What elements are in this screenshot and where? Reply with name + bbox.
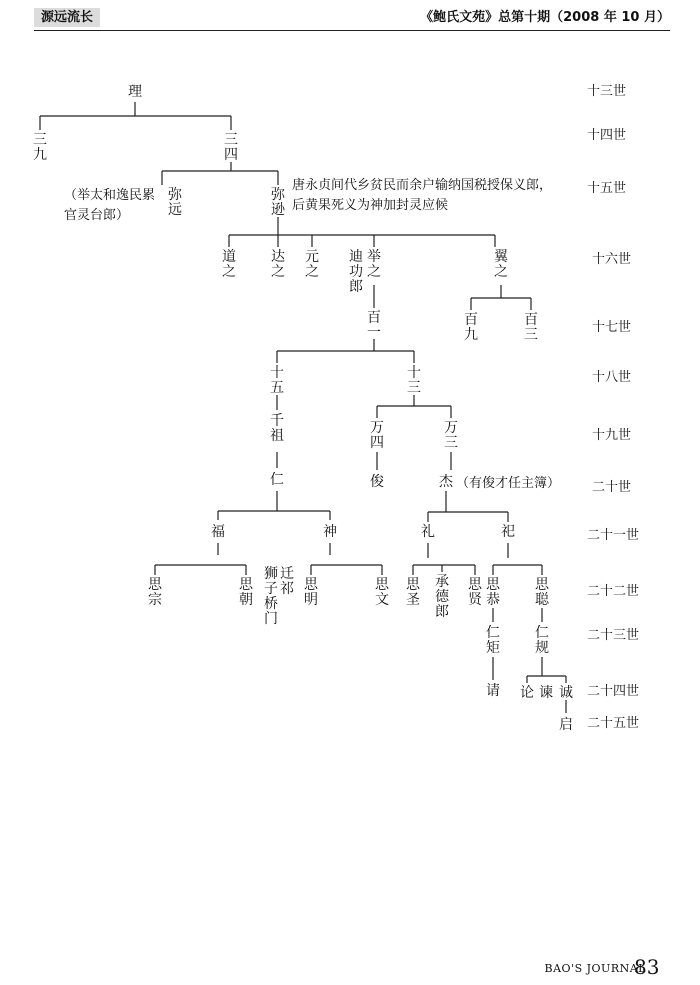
person-shizi-qiaomen: 狮子桥门	[264, 566, 278, 627]
person-san-si: 三四	[224, 132, 238, 163]
footer-journal: BAO'S JOURNAL	[544, 962, 646, 975]
person-wan-san: 万三	[444, 420, 458, 451]
generation-25: 二十五世	[587, 716, 640, 731]
note-jie: （有俊才任主簿）	[456, 476, 561, 491]
person-si-cong: 思聪	[535, 577, 549, 608]
person-li: 理	[128, 84, 142, 100]
person-lun: 论	[520, 685, 534, 701]
person-si-sheng: 思圣	[406, 577, 420, 608]
person-si-wen: 思文	[375, 577, 389, 608]
generation-22: 二十二世	[587, 584, 640, 599]
person-mi-xun: 弥逊	[271, 187, 285, 218]
person-si-ming: 思明	[304, 577, 318, 608]
person-shi-san: 十三	[407, 365, 421, 396]
note-mi-xun: 唐永贞间代乡贫民而余户输纳国税授保义郎，后黄果死义为神加封灵应候	[292, 178, 553, 213]
person-fu: 福	[211, 524, 225, 540]
generation-23: 二十三世	[587, 628, 640, 643]
person-jian: 谏	[539, 685, 553, 701]
person-bai-yi: 百一	[367, 310, 381, 341]
person-ju-zhi: 举之	[367, 249, 381, 280]
section-label: 源远流长	[34, 8, 100, 27]
generation-21: 二十一世	[587, 528, 640, 543]
generation-24: 二十四世	[587, 684, 640, 699]
journal-issue: 《鲍氏文苑》总第十期（2008 年 10 月）	[420, 10, 670, 25]
person-si-zong: 思宗	[148, 577, 162, 608]
person-bai-jiu: 百九	[464, 312, 478, 343]
person-da-zhi: 达之	[271, 249, 285, 280]
person-jie: 杰	[439, 474, 453, 490]
person-ren-gui: 仁规	[535, 625, 549, 656]
person-yuan-zhi: 元之	[305, 249, 319, 280]
generation-17: 十七世	[592, 320, 632, 335]
person-qian-zu: 千祖	[270, 413, 284, 444]
person-shen: 神	[323, 524, 337, 540]
generation-16: 十六世	[592, 252, 632, 267]
page-number: 83	[634, 955, 660, 979]
generation-19: 十九世	[592, 428, 632, 443]
person-si-chao: 思朝	[239, 577, 253, 608]
generation-20: 二十世	[592, 480, 632, 495]
person-shi-wu: 十五	[270, 365, 284, 396]
person-cheng: 诚	[559, 685, 573, 701]
generation-13: 十三世	[587, 84, 627, 99]
person-yi-zhi: 翼之	[494, 249, 508, 280]
person-qing: 请	[486, 683, 500, 699]
note-mi-yuan: （举太和逸民累官灵台郎）	[64, 188, 156, 223]
generation-15: 十五世	[587, 181, 627, 196]
person-ren-ju: 仁矩	[486, 625, 500, 656]
person-mi-yuan: 弥远	[168, 187, 182, 218]
person-ren: 仁	[270, 472, 284, 488]
generation-14: 十四世	[587, 128, 627, 143]
generation-18: 十八世	[592, 370, 632, 385]
person-wan-si: 万四	[370, 420, 384, 451]
person-cheng-de-lang: 承德郎	[435, 574, 449, 620]
person-dao-zhi: 道之	[222, 249, 236, 280]
person-ren-qi: 迁祁	[280, 566, 294, 597]
person-san-jiu: 三九	[33, 132, 47, 163]
person-jun: 俊	[370, 474, 384, 490]
person-si-gong: 思恭	[486, 577, 500, 608]
person-li-ritual: 礼	[421, 524, 435, 540]
person-di-gong-lang: 迪功郎	[349, 249, 363, 295]
person-si-xian: 思贤	[468, 577, 482, 608]
person-si-ritual: 祀	[501, 524, 515, 540]
person-qi: 启	[559, 717, 573, 733]
person-bai-san: 百三	[524, 312, 538, 343]
